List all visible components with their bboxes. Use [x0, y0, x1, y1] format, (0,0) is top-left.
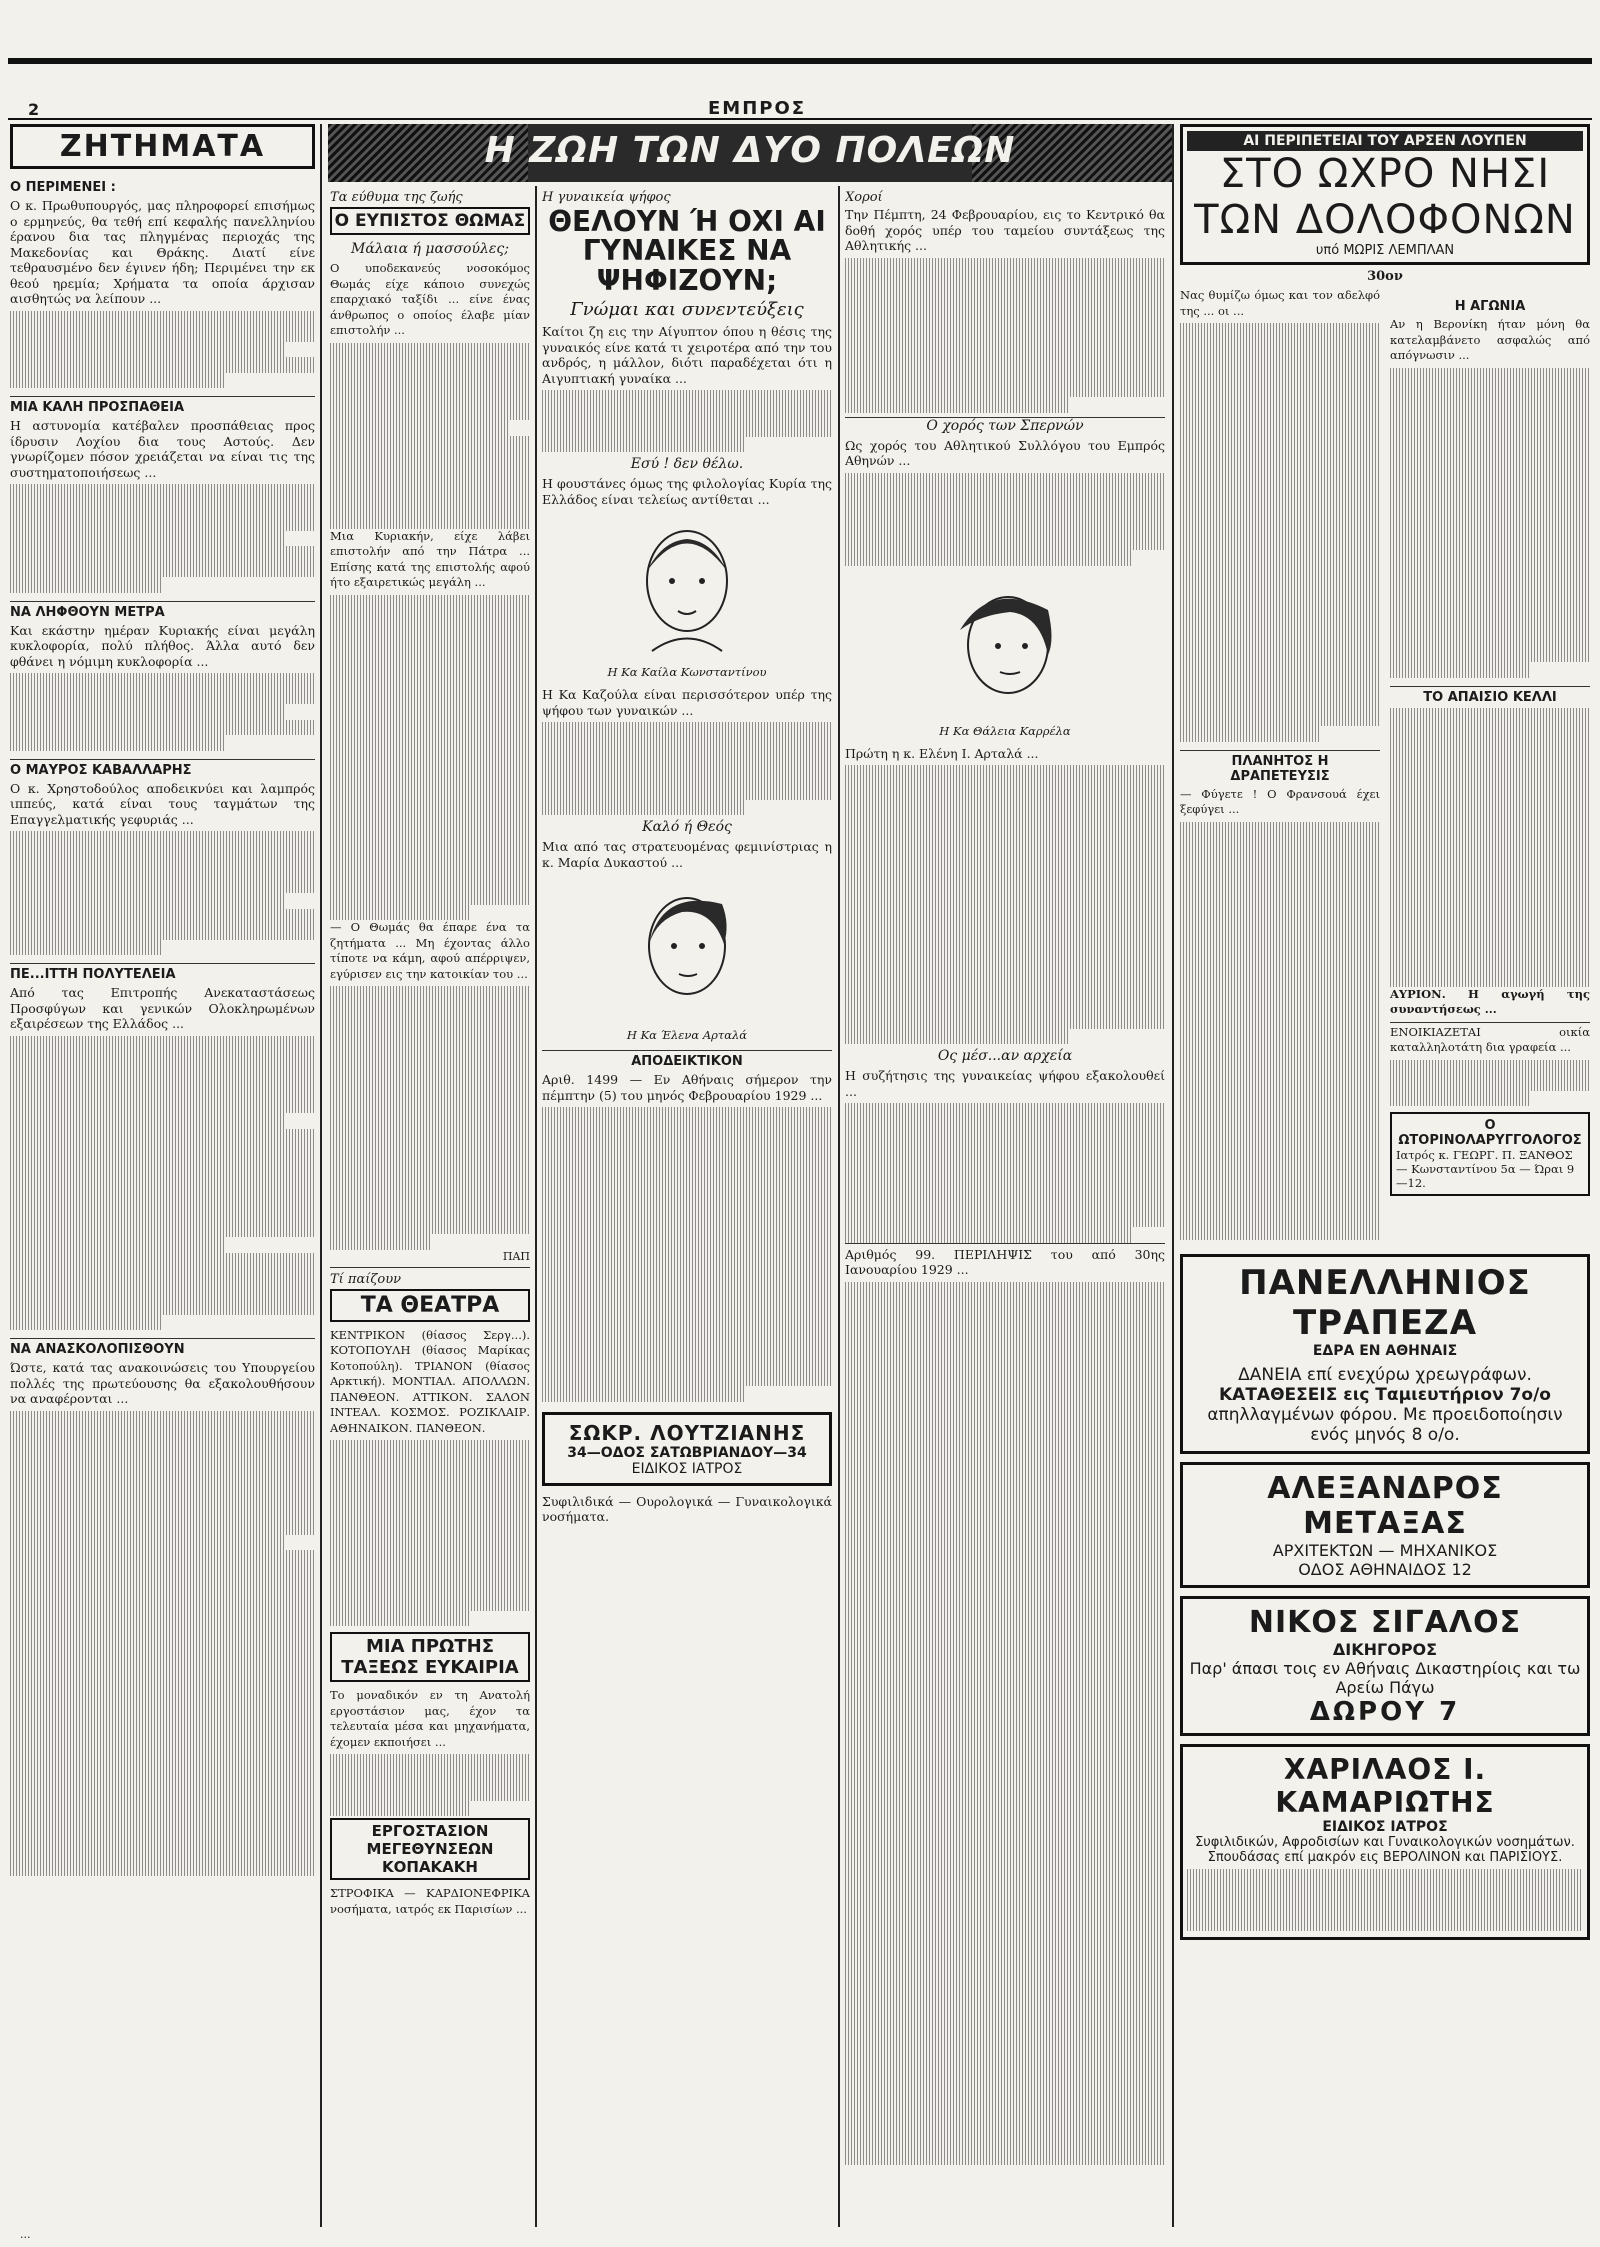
article-subhead: Μάλαια ή μασσούλες; — [351, 241, 509, 257]
article-text: Ως χορός του Αθλητικού Συλλόγου του Εμπρός Αθηνών ... — [845, 437, 1165, 468]
quote: Εσύ ! δεν θέλω. — [630, 456, 744, 473]
article-subhead: Ο χορός των Σπερνών — [845, 417, 1165, 434]
column-rule — [1172, 124, 1174, 2227]
ad-sigalos — [1180, 1596, 1590, 1736]
serial-banner: ΑΙ ΠΕΡΙΠΕΤΕΙΑΙ ΤΟΥ ΑΡΣΕΝ ΛΟΥΠΕΝ — [1187, 131, 1583, 151]
theatre-head: ΤΑ ΘΕΑΤΡΑ — [330, 1289, 530, 1322]
column-women-vote — [542, 186, 832, 2227]
ad-name: ΝΙΚΟΣ ΣΙΓΑΛΟΣ — [1248, 1605, 1522, 1640]
article-text: Πρώτη η κ. Ελένη Ι. Αρταλά ... — [845, 745, 1039, 761]
article-text: Και εκάστην ημέραν Κυριακής είναι μεγάλη κυκλοφορία, πολύ πλήθος. Άλλα αυτό δεν φθάνει η νόμιμη κυκλοφορία ... — [10, 622, 315, 669]
article-signature: ΠΑΠ — [502, 1249, 530, 1263]
page-number: 2 — [28, 100, 40, 119]
ad-text: Ιατρός κ. ΓΕΩΡΓ. Π. ΞΑΝΘΟΣ — Κωνσταντίνου 5α — Ώραι 9—12. — [1396, 1148, 1575, 1190]
banner-title: Η ΖΩΗ ΤΩΝ ΔΥΟ ΠΟΛΕΩΝ — [484, 130, 1016, 171]
notice-text: Αριθ. 1499 — Εν Αθήναις σήμερον την πέμπτην (5) του μηνός Φεβρουαρίου 1929 ... — [542, 1072, 832, 1103]
ad-name: ΧΑΡΙΛΑΟΣ Ι. ΚΑΜΑΡΙΩΤΗΣ — [1275, 1753, 1495, 1819]
quote: Καλό ή Θεός — [642, 819, 732, 836]
article-head: ΝΑ ΑΝΑΣΚΟΛΟΠΙΣΘΟΥΝ — [10, 1338, 315, 1357]
kicker: Τα εύθυμα της ζωής — [330, 190, 463, 205]
ad-loutzianis — [542, 1412, 832, 1486]
ad-name: ΑΛΕΞΑΝΔΡΟΣ ΜΕΤΑΞΑΣ — [1267, 1471, 1503, 1541]
notice-text: Αριθμός 99. ΠΕΡΙΛΗΨΙΣ του από 30ης Ιανουαρίου 1929 ... — [845, 1243, 1165, 1278]
serial-text: Νας θυμίζω όμως και τον αδελφό της ... οι ... — [1180, 288, 1380, 318]
portrait-caption: Η Κα Καίλα Κωνσταντίνου — [607, 665, 767, 680]
ad-role: ΕΙΔΙΚΟΣ ΙΑΤΡΟΣ — [631, 1460, 743, 1477]
column-evpistos — [330, 186, 530, 2227]
portrait-caption: Η Κα Έλενα Αρταλά — [626, 1028, 748, 1043]
article-text: Μια από τας στρατευομένας φεμινίστριας η κ. Μαρία Δυκαστού ... — [542, 839, 832, 870]
serial-subhead: ΠΛΑΝΗΤΟΣ Η ΔΡΑΠΕΤΕΥΣΙΣ — [1180, 750, 1380, 784]
ad-text: Το μοναδικόν εν τη Ανατολή εργοστάσιον μας, έχον τα τελευταία μέσα και μηχανήματα, έχομεν εκποιήσει ... — [330, 1688, 530, 1749]
article-text: Ο υποδεκανεύς νοσοκόμος Θωμάς είχε κάποιο συνεχώς επαρχιακό ταξίδι ... είνε ένας άνθρωπος ο οποίος έλαβε μίαν επιστολήν ... — [330, 261, 530, 337]
page-foot: ... — [20, 2228, 31, 2241]
article-text: Ώστε, κατά τας ανακοινώσεις του Υπουργείου πολλές της πρωτεύουσης θα εξακολουθήσουν να αναφέρονται ... — [10, 1360, 315, 1406]
column-rule — [838, 186, 840, 2227]
column-arsen-ads — [1180, 124, 1590, 2227]
serial-text: Αν η Βερονίκη ήταν μόνη θα κατελαμβάνετο ασφαλώς από απόγνωσιν ... — [1390, 317, 1590, 362]
ad-sub: ΕΔΡΑ ΕΝ ΑΘΗΝΑΙΣ — [1312, 1343, 1458, 1359]
section-title: ΖΗΤΗΜΑΤΑ — [10, 124, 315, 169]
portrait-illustration — [612, 874, 762, 1024]
ad-address: ΔΩΡΟΥ 7 — [1309, 1697, 1461, 1727]
article-subhead: Ος μέσ...αν αρχεία — [937, 1048, 1073, 1064]
ad-role: ΕΙΔΙΚΟΣ ΙΑΤΡΟΣ — [1322, 1819, 1448, 1835]
ad-name: ΠΑΝΕΛΛΗΝΙΟΣ ΤΡΑΠΕΖΑ — [1239, 1263, 1531, 1343]
ad-name: ΣΩΚΡ. ΛΟΥΤΖΙΑΝΗΣ — [568, 1420, 806, 1445]
ad-address: 34—ΟΔΟΣ ΣΑΤΩΒΡΙΑΝΔΟΥ—34 — [567, 1444, 807, 1461]
column-rule — [535, 186, 537, 2227]
kicker: Η γυναικεία ψήφος — [542, 190, 671, 205]
article-text: Ο κ. Χρηστοδούλος αποδεικνύει και λαμπρός ιππεύς, κατά είναι τους ταγμάτων της Επαγγελματικής γεφυριάς ... — [10, 780, 315, 827]
article-text: Η αστυνομία κατέβαλεν προσπάθειας προς ίδρυσιν Λοχίου δια τους Αστούς. Δεν γνωρίζομεν πόσον χρειάζεται να είναι τις της συστηματοποιήσεως ... — [10, 418, 315, 480]
ad-otorino — [1390, 1112, 1590, 1196]
ad-text: ΣΤΡΟΦΙΚΑ — ΚΑΡΔΙΟΝΕΦΡΙΚΑ νοσήματα, ιατρός εκ Παρισίων ... — [330, 1886, 530, 1916]
ad-line: ΚΑΤΑΘΕΣΕΙΣ εις Ταμιευτήριον 7ο/ο — [1219, 1385, 1551, 1405]
article-text: Καίτοι ζη εις την Αίγυπτον όπου η θέσις της γυναικός είνε κατά τι χειροτέρα από την του ανδρός, η μάλλον, διότι παραδέχεται ότι η Αιγυπτιακή γυναίκα ... — [542, 324, 832, 386]
article-head: Ο ΠΕΡΙΜΕΝΕΙ : — [10, 180, 116, 195]
ad-text: Συφιλιδικών, Αφροδισίων και Γυναικολογικών νοσημάτων. Σπουδάσας επί μακρόν εις ΒΕΡΟΛΙΝΟΝ και ΠΑΡΙΣΙΟΥΣ. — [1195, 1835, 1575, 1865]
ad-text: Παρ' άπασι τοις εν Αθήναις Δικαστηρίοις και τω Αρείω Πάγω — [1189, 1659, 1581, 1697]
ad-metaxas — [1180, 1462, 1590, 1588]
article-head: ΠΕ...ΙΤΤΗ ΠΟΛΥΤΕΛΕΙΑ — [10, 963, 315, 982]
column-zitimata — [10, 124, 315, 2227]
article-text: Η φουστάνες όμως της φιλολογίας Κυρία της Ελλάδος είναι τελείως αντίθεται ... — [542, 476, 832, 507]
article-text: Από τας Επιτροπής Ανεκαταστάσεως Προσφύγων και γενικών Ολοκληρωμένων εξαιρέσεων της Ελλάδος ... — [10, 985, 315, 1031]
kicker: Τί παίζουν — [330, 1267, 530, 1287]
serial-subhead: ΤΟ ΑΠΑΙΣΙΟ ΚΕΛΛΙ — [1390, 686, 1590, 705]
article-head: Ο ΕΥΠΙΣΤΟΣ ΘΩΜΑΣ — [330, 207, 530, 235]
serial-subhead: Η ΑΓΩΝΙΑ — [1454, 299, 1526, 314]
notice-head: ΑΠΟΔΕΙΚΤΙΚΟΝ — [542, 1050, 832, 1069]
article-head: ΝΑ ΛΗΦΘΟΥΝ ΜΕΤΡΑ — [10, 601, 315, 620]
kicker: Χοροί — [845, 190, 883, 205]
ad-text: Συφιλιδικά — Ουρολογικά — Γυναικολογικά νοσήματα. — [542, 1493, 832, 1525]
ad-line: απηλλαγμένων φόρου. Με προειδοποίησιν ενός μηνός 8 ο/ο. — [1207, 1405, 1563, 1445]
portrait-caption: Η Κα Θάλεια Καρρέλα — [939, 723, 1071, 738]
article-text: Την Πέμπτη, 24 Φεβρουαρίου, εις το Κεντρικό θα δοθή χορός υπέρ του ταμείου συντάξεως της Αθλητικής ... — [845, 207, 1165, 253]
ad-role: ΔΙΚΗΓΟΡΟΣ — [1332, 1640, 1438, 1659]
section-banner — [328, 124, 1172, 182]
article-subhead: Γνώμαι και συνεντεύξεις — [570, 299, 804, 321]
article-head: ΘΕΛΟΥΝ Ή ΟΧΙ ΑΙ ΓΥΝΑΙΚΕΣ ΝΑ ΨΗΦΙΖΟΥΝ; — [548, 205, 826, 297]
ad-address: ΟΔΟΣ ΑΘΗΝΑΙΔΟΣ 12 — [1298, 1560, 1472, 1579]
serial-number: 30ον — [1367, 269, 1403, 284]
masthead: ΕΜΠΡΟΣ — [708, 98, 807, 119]
ad-kamariotis — [1180, 1744, 1590, 1940]
article-text: Η Κα Καζούλα είναι περισσότερον υπέρ της ψήφου των γυναικών ... — [542, 687, 832, 718]
article-head: ΜΙΑ ΚΑΛΗ ΠΡΟΣΠΑΘΕΙΑ — [10, 396, 315, 415]
article-text: Ο κ. Πρωθυπουργός, μας πληροφορεί επισήμως ο ερμηνεύς, θα τεθή επί κεφαλής πανελληνίου έρανου δια τας πληγμένας περιοχάς της Μακεδονίας και Θράκης. Διατί είνε τεθραυσμένο δεν έγινεν ήδη; Περιμένει την εκ θεού ηρεμία; Χρήματα τα οποία άρχισαν αισθητώς να λείπουν ... — [10, 198, 315, 306]
ad-panellinios-trapeza — [1180, 1254, 1590, 1454]
portrait-illustration — [612, 511, 762, 661]
ad-role: ΑΡΧΙΤΕΚΤΩΝ — ΜΗΧΑΝΙΚΟΣ — [1272, 1541, 1498, 1560]
running-head — [8, 100, 1592, 120]
top-rule — [8, 58, 1592, 64]
ad-head: ΕΡΓΟΣΤΑΣΙΟΝ ΜΕΓΕΘΥΝΣΕΩΝ ΚΟΠΑΚΑΚΗ — [330, 1818, 530, 1880]
serial-foot: ΑΥΡΙΟΝ. Η αγωγή της συναντήσεως ... — [1390, 986, 1590, 1016]
article-text: — Ο Θωμάς θα έπαρε ένα τα ζητήματα ... Μη έχοντας άλλο τίποτε να κάμη, αφού απέρριψεν, εγύρισεν εις την κατοικίαν του ... — [330, 920, 530, 981]
column-rule — [320, 124, 322, 2227]
article-text: Μια Κυριακήν, είχε λάβει επιστολήν από την Πάτρα ... Επίσης κατά της επιστολής αφού ήτο εξαιρετικώς μεγάλη ... — [330, 528, 530, 589]
column-chronicle — [845, 186, 1165, 2227]
ad-line: ΔΑΝΕΙΑ επί ενεχύρω χρεωγράφων. — [1238, 1365, 1532, 1385]
serial-author: υπό ΜΩΡΙΣ ΛΕΜΠΛΑΝ — [1315, 243, 1455, 258]
serial-title: ΣΤΟ ΩΧΡΟ ΝΗΣΙ ΤΩΝ ΔΟΛΟΦΟΝΩΝ — [1194, 151, 1576, 243]
ad-head: ΜΙΑ ΠΡΩΤΗΣ ΤΑΞΕΩΣ ΕΥΚΑΙΡΙΑ — [330, 1632, 530, 1682]
article-text: Η συζήτησις της γυναικείας ψήφου εξακολουθεί ... — [845, 1068, 1165, 1099]
serial-header — [1180, 124, 1590, 265]
portrait-illustration — [930, 570, 1080, 720]
serial-text: — Φύγετε ! Ο Φρανσουά έχει ξεφύγει ... — [1180, 786, 1380, 816]
classified-text: ΕΝΟΙΚΙΑΖΕΤΑΙ οικία καταλληλοτάτη δια γραφεία ... — [1390, 1022, 1590, 1056]
ad-name: Ο ΩΤΟΡΙΝΟΛΑΡΥΓΓΟΛΟΓΟΣ — [1398, 1118, 1582, 1148]
theatre-list: ΚΕΝΤΡΙΚΟΝ (θίασος Σεργ...). ΚΟΤΟΠΟΥΛΗ (θίασος Μαρίκας Κοτοπούλη). ΤΡΙΑΝΟΝ (θίασος Αρκτική). ΜΟΝΤΙΑΛ. ΑΠΟΛΛΩΝ. ΠΑΝΘΕΟΝ. ΑΤΤΙΚΟΝ. ΣΑΛΟΝ ΙΝΤΕΑΛ. ΚΟΣΜΟΣ. ΡΟΖΙΚΛΑΙΡ. ΑΘΗΝΑΙΚΟΝ. ΠΑΝΘΕΟΝ. — [330, 1327, 530, 1435]
article-head: Ο ΜΑΥΡΟΣ ΚΑΒΑΛΛΑΡΗΣ — [10, 759, 315, 778]
